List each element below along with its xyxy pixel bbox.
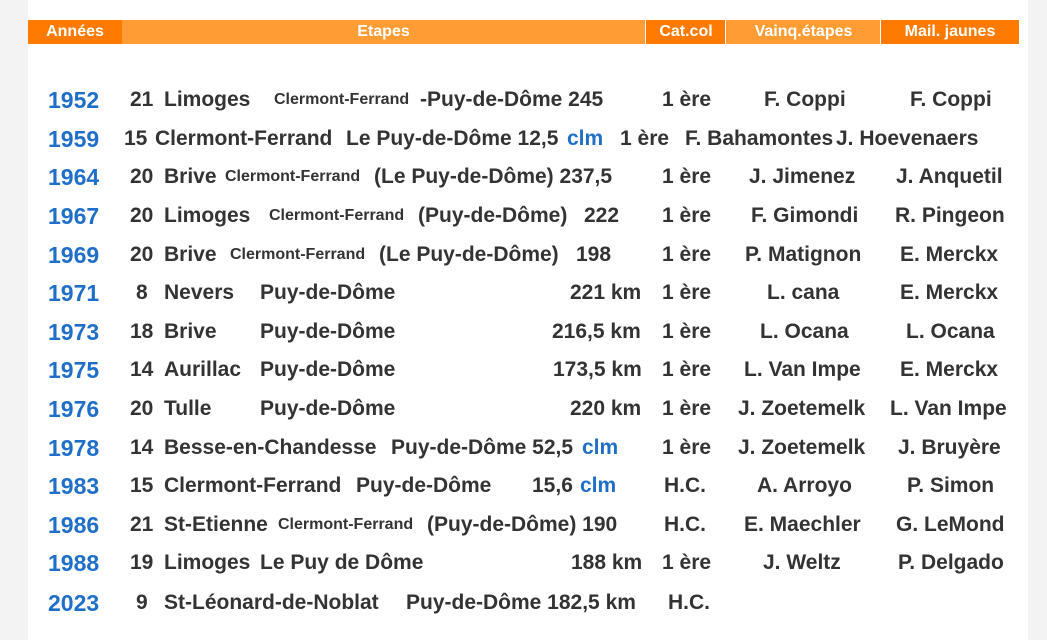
stage-start: Clermont-Ferrand xyxy=(164,474,342,497)
stage-start: Clermont-Ferrand xyxy=(155,127,333,150)
yellow-jersey: P. Delgado xyxy=(898,551,1004,574)
year: 1988 xyxy=(48,550,100,576)
year: 1975 xyxy=(48,357,100,383)
stage-number: 9 xyxy=(136,591,148,614)
stage-finish: Puy-de-Dôme xyxy=(260,397,396,420)
stage-distance: 221 km xyxy=(570,281,642,304)
yellow-jersey: E. Merckx xyxy=(900,243,999,266)
year: 1971 xyxy=(48,280,100,306)
stage-via: Clermont-Ferrand xyxy=(278,516,414,533)
stage-winner: A. Arroyo xyxy=(757,474,852,497)
category: 1 ère xyxy=(662,397,712,420)
category: 1 ère xyxy=(620,127,670,150)
yellow-jersey: L. Ocana xyxy=(906,320,995,343)
stage-number: 14 xyxy=(130,358,154,381)
header-vainqueur: Vainq.étapes xyxy=(725,20,881,44)
stage-finish: Puy-de-Dôme xyxy=(260,358,396,381)
stage-distance: 15,6 xyxy=(532,474,573,497)
stage-distance: 222 xyxy=(584,204,620,227)
category: 1 ère xyxy=(662,204,712,227)
year: 1973 xyxy=(48,319,100,345)
stage-finish: Puy-de-Dôme 182,5 km xyxy=(406,591,636,614)
stage-winner: L. Van Impe xyxy=(744,358,861,381)
table-row xyxy=(28,509,1028,541)
stage-winner: F. Bahamontes xyxy=(685,127,834,150)
table-row xyxy=(28,432,1028,464)
stage-winner: L. Ocana xyxy=(760,320,849,343)
stage-via: Clermont-Ferrand xyxy=(274,91,410,108)
stage-distance: 216,5 km xyxy=(552,320,641,343)
yellow-jersey: J. Hoevenaers xyxy=(836,127,979,150)
yellow-jersey: F. Coppi xyxy=(910,88,992,111)
year: 1983 xyxy=(48,473,100,499)
clm-tag: clm xyxy=(582,436,619,459)
stage-finish: Puy-de-Dôme xyxy=(260,281,396,304)
table-row xyxy=(28,393,1028,425)
stage-winner: J. Zoetemelk xyxy=(738,397,866,420)
stage-start: Aurillac xyxy=(164,358,242,381)
yellow-jersey: L. Van Impe xyxy=(890,397,1007,420)
category: 1 ère xyxy=(662,281,712,304)
category: H.C. xyxy=(668,591,710,614)
table-row xyxy=(28,587,1028,619)
year: 1959 xyxy=(48,126,100,152)
table-row xyxy=(28,470,1028,502)
stage-start: Tulle xyxy=(164,397,212,420)
stage-via: Clermont-Ferrand xyxy=(269,207,405,224)
table-row xyxy=(28,123,1028,155)
table-row xyxy=(28,316,1028,348)
year: 1976 xyxy=(48,396,100,422)
category: H.C. xyxy=(664,513,706,536)
stage-finish: Le Puy de Dôme xyxy=(260,551,424,574)
year: 1952 xyxy=(48,87,100,113)
stage-finish: Puy-de-Dôme xyxy=(356,474,492,497)
category: 1 ère xyxy=(662,165,712,188)
stage-start: Limoges xyxy=(164,88,251,111)
stage-start: Nevers xyxy=(164,281,235,304)
table-row xyxy=(28,200,1028,232)
stage-number: 20 xyxy=(130,165,154,188)
stage-number: 20 xyxy=(130,243,154,266)
stage-start: Brive xyxy=(164,320,217,343)
category: 1 ère xyxy=(662,436,712,459)
stage-start: Limoges xyxy=(164,204,251,227)
stage-winner: J. Jimenez xyxy=(749,165,856,188)
year: 1967 xyxy=(48,203,100,229)
page xyxy=(28,0,1028,640)
stage-start: Brive xyxy=(164,165,217,188)
stage-start: St-Léonard-de-Noblat xyxy=(164,591,379,614)
stage-start: Besse-en-Chandesse xyxy=(164,436,377,459)
table-row xyxy=(28,239,1028,271)
header-etapes: Etapes xyxy=(357,23,410,40)
yellow-jersey: E. Merckx xyxy=(900,358,999,381)
header-catcol: Cat.col xyxy=(645,20,726,44)
stage-start: Limoges xyxy=(164,551,251,574)
stage-number: 18 xyxy=(130,320,154,343)
stage-winner: F. Gimondi xyxy=(751,204,859,227)
stage-finish: Puy-de-Dôme xyxy=(260,320,396,343)
stage-finish: (Le Puy-de-Dôme) xyxy=(379,243,559,266)
year: 1978 xyxy=(48,435,100,461)
stage-number: 15 xyxy=(124,127,148,150)
stage-start: St-Etienne xyxy=(164,513,268,536)
category: H.C. xyxy=(664,474,706,497)
stage-winner: J. Weltz xyxy=(763,551,841,574)
stage-number: 21 xyxy=(130,88,154,111)
stage-distance: 173,5 km xyxy=(553,358,642,381)
year: 1986 xyxy=(48,512,100,538)
table-row xyxy=(28,84,1028,116)
stage-winner: E. Maechler xyxy=(744,513,861,536)
stage-winner: J. Zoetemelk xyxy=(738,436,866,459)
year: 2023 xyxy=(48,590,100,616)
table-row xyxy=(28,161,1028,193)
stage-distance: 198 xyxy=(576,243,612,266)
table-row xyxy=(28,547,1028,579)
yellow-jersey: G. LeMond xyxy=(896,513,1005,536)
year: 1964 xyxy=(48,164,100,190)
stage-via: Clermont-Ferrand xyxy=(225,168,361,185)
yellow-jersey: P. Simon xyxy=(907,474,995,497)
stage-number: 20 xyxy=(130,204,154,227)
stage-number: 21 xyxy=(130,513,154,536)
stage-number: 19 xyxy=(130,551,154,574)
table-row xyxy=(28,354,1028,386)
stage-number: 20 xyxy=(130,397,154,420)
yellow-jersey: E. Merckx xyxy=(900,281,999,304)
category: 1 ère xyxy=(662,88,712,111)
stage-finish: (Puy-de-Dôme) 190 xyxy=(427,513,618,536)
clm-tag: clm xyxy=(580,474,617,497)
stage-finish: -Puy-de-Dôme 245 xyxy=(420,88,604,111)
table-header xyxy=(28,20,1018,44)
header-maillots: Mail. jaunes xyxy=(880,20,1019,44)
stage-winner: P. Matignon xyxy=(745,243,862,266)
stage-distance: 188 km xyxy=(571,551,643,574)
stage-winner: F. Coppi xyxy=(764,88,846,111)
category: 1 ère xyxy=(662,320,712,343)
stage-number: 14 xyxy=(130,436,154,459)
header-annees: Années xyxy=(28,20,122,44)
stage-finish: Le Puy-de-Dôme 12,5 xyxy=(346,127,559,150)
stage-winner: L. cana xyxy=(767,281,840,304)
stage-finish: (Le Puy-de-Dôme) 237,5 xyxy=(374,165,613,188)
category: 1 ère xyxy=(662,243,712,266)
yellow-jersey: J. Bruyère xyxy=(898,436,1001,459)
stage-via: Clermont-Ferrand xyxy=(230,246,366,263)
stage-finish: Puy-de-Dôme 52,5 xyxy=(391,436,574,459)
stage-number: 8 xyxy=(136,281,148,304)
table-row xyxy=(28,277,1028,309)
stage-finish: (Puy-de-Dôme) xyxy=(418,204,568,227)
clm-tag: clm xyxy=(567,127,604,150)
year: 1969 xyxy=(48,242,100,268)
stage-start: Brive xyxy=(164,243,217,266)
yellow-jersey: J. Anquetil xyxy=(896,165,1003,188)
stage-number: 15 xyxy=(130,474,154,497)
category: 1 ère xyxy=(662,551,712,574)
stage-distance: 220 km xyxy=(570,397,642,420)
yellow-jersey: R. Pingeon xyxy=(895,204,1005,227)
category: 1 ère xyxy=(662,358,712,381)
